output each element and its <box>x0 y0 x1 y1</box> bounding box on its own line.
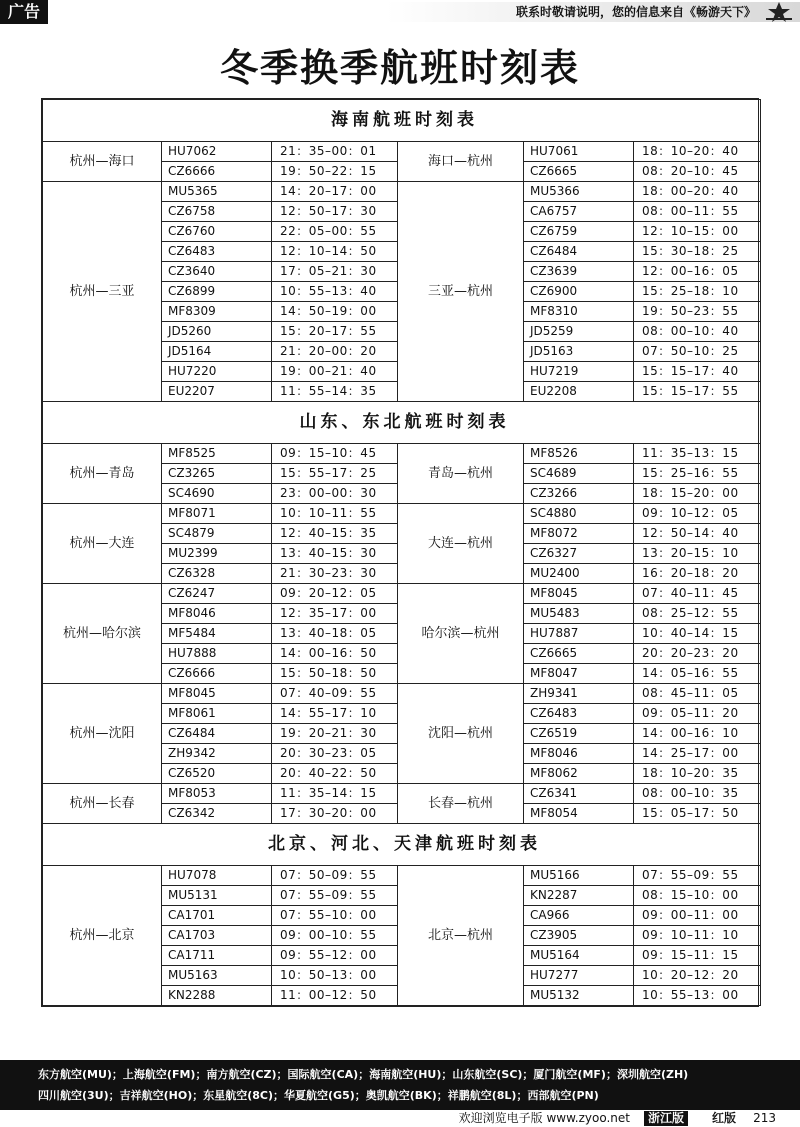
flight-number: SC4879 <box>162 524 272 544</box>
route-return: 沈阳—杭州 <box>398 684 524 784</box>
flight-number: HU7220 <box>162 362 272 382</box>
flight-number: MU5366 <box>524 182 634 202</box>
route-return: 海口—杭州 <box>398 142 524 182</box>
flight-number: MF8046 <box>162 604 272 624</box>
flight-time: 08：00–11：55 <box>634 202 761 222</box>
flight-number: CA1711 <box>162 946 272 966</box>
flight-number: MU5164 <box>524 946 634 966</box>
flight-number: CA966 <box>524 906 634 926</box>
flight-number: MU5483 <box>524 604 634 624</box>
section-title: 山东、东北航班时刻表 <box>43 402 761 444</box>
flight-time: 08：25–12：55 <box>634 604 761 624</box>
flight-number: CZ3640 <box>162 262 272 282</box>
flight-time: 09：10–12：05 <box>634 504 761 524</box>
flight-time: 07：50–09：55 <box>272 866 398 886</box>
flight-number: MF8072 <box>524 524 634 544</box>
flight-time: 15：15–17：40 <box>634 362 761 382</box>
flight-time: 08：00–10：40 <box>634 322 761 342</box>
top-bar <box>0 0 800 26</box>
flight-number: CZ3265 <box>162 464 272 484</box>
flight-time: 12：10–15：00 <box>634 222 761 242</box>
flight-time: 13：20–15：10 <box>634 544 761 564</box>
flight-number: CA6757 <box>524 202 634 222</box>
footer-website: 欢迎浏览电子版 www.zyoo.net <box>458 1111 630 1125</box>
source-notice: 联系时敬请说明，您的信息来自《畅游天下》 <box>515 5 756 19</box>
flight-time: 08：15–10：00 <box>634 886 761 906</box>
flight-number: MF5484 <box>162 624 272 644</box>
page-footer <box>0 1110 800 1127</box>
flight-time: 09：15–10：45 <box>272 444 398 464</box>
flight-time: 18：00–20：40 <box>634 182 761 202</box>
flight-number: CZ6327 <box>524 544 634 564</box>
flight-time: 10：55–13：40 <box>272 282 398 302</box>
flight-time: 10：10–11：55 <box>272 504 398 524</box>
flight-number: JD5164 <box>162 342 272 362</box>
flight-time: 12：35–17：00 <box>272 604 398 624</box>
flight-time: 09：05–11：20 <box>634 704 761 724</box>
flight-number: SC4690 <box>162 484 272 504</box>
flight-number: MF8061 <box>162 704 272 724</box>
flight-time: 18：10–20：40 <box>634 142 761 162</box>
flight-time: 14：05–16：55 <box>634 664 761 684</box>
flight-time: 07：55–09：55 <box>634 866 761 886</box>
flight-number: MF8047 <box>524 664 634 684</box>
flight-time: 19：50–23：55 <box>634 302 761 322</box>
flight-time: 16：20–18：20 <box>634 564 761 584</box>
flight-number: CZ6484 <box>524 242 634 262</box>
flight-time: 19：50–22：15 <box>272 162 398 182</box>
section-title: 海南航班时刻表 <box>43 100 761 142</box>
flight-number: KN2287 <box>524 886 634 906</box>
flight-row <box>43 866 761 886</box>
flight-number: CZ6483 <box>524 704 634 724</box>
flight-number: CZ6900 <box>524 282 634 302</box>
flight-number: MU5132 <box>524 986 634 1006</box>
flight-time: 17：05–21：30 <box>272 262 398 282</box>
flight-time: 10：40–14：15 <box>634 624 761 644</box>
flight-row <box>43 504 761 524</box>
flight-number: MF8054 <box>524 804 634 824</box>
flight-time: 10：20–12：20 <box>634 966 761 986</box>
flight-number: HU7219 <box>524 362 634 382</box>
flight-number: KN2288 <box>162 986 272 1006</box>
flight-time: 14：00–16：50 <box>272 644 398 664</box>
flight-time: 09：15–11：15 <box>634 946 761 966</box>
flight-number: CZ6519 <box>524 724 634 744</box>
flight-time: 07：40–11：45 <box>634 584 761 604</box>
flight-number: JD5163 <box>524 342 634 362</box>
flight-time: 15：05–17：50 <box>634 804 761 824</box>
schedule-table <box>42 99 761 1006</box>
flight-number: MF8071 <box>162 504 272 524</box>
flight-time: 15：50–18：50 <box>272 664 398 684</box>
flight-time: 08：00–10：35 <box>634 784 761 804</box>
route-outbound: 杭州—哈尔滨 <box>43 584 162 684</box>
flight-time: 20：20–23：20 <box>634 644 761 664</box>
route-outbound: 杭州—北京 <box>43 866 162 1006</box>
flight-number: MU5365 <box>162 182 272 202</box>
flight-number: CZ6247 <box>162 584 272 604</box>
section-title: 北京、河北、天津航班时刻表 <box>43 824 761 866</box>
flight-time: 11：00–12：50 <box>272 986 398 1006</box>
flight-time: 09：10–11：10 <box>634 926 761 946</box>
flight-number: CA1701 <box>162 906 272 926</box>
flight-number: MF8310 <box>524 302 634 322</box>
flight-time: 14：55–17：10 <box>272 704 398 724</box>
flight-number: CZ3266 <box>524 484 634 504</box>
flight-number: MF8062 <box>524 764 634 784</box>
flight-time: 15：30–18：25 <box>634 242 761 262</box>
route-outbound: 杭州—青岛 <box>43 444 162 504</box>
flight-time: 07：40–09：55 <box>272 684 398 704</box>
flight-number: MU5166 <box>524 866 634 886</box>
flight-time: 10：55–13：00 <box>634 986 761 1006</box>
flight-time: 14：50–19：00 <box>272 302 398 322</box>
flight-number: EU2208 <box>524 382 634 402</box>
flight-time: 07：55–09：55 <box>272 886 398 906</box>
flight-time: 14：25–17：00 <box>634 744 761 764</box>
flight-row <box>43 684 761 704</box>
page-title: 冬季换季航班时刻表 <box>219 45 580 90</box>
flight-number: MU5131 <box>162 886 272 906</box>
route-return: 长春—杭州 <box>398 784 524 824</box>
flight-time: 07：50–10：25 <box>634 342 761 362</box>
flight-time: 12：00–16：05 <box>634 262 761 282</box>
flight-number: MF8053 <box>162 784 272 804</box>
flight-number: CZ6328 <box>162 564 272 584</box>
flight-time: 10：50–13：00 <box>272 966 398 986</box>
route-outbound: 杭州—沈阳 <box>43 684 162 784</box>
flight-time: 13：40–15：30 <box>272 544 398 564</box>
flight-number: HU7061 <box>524 142 634 162</box>
route-outbound: 杭州—海口 <box>43 142 162 182</box>
airline-codes-legend <box>0 1060 800 1110</box>
flight-time: 19：00–21：40 <box>272 362 398 382</box>
flight-time: 18：15–20：00 <box>634 484 761 504</box>
flight-time: 14：20–17：00 <box>272 182 398 202</box>
route-outbound: 杭州—大连 <box>43 504 162 584</box>
flight-row <box>43 584 761 604</box>
flight-time: 22：05–00：55 <box>272 222 398 242</box>
flight-time: 15：25–18：10 <box>634 282 761 302</box>
flight-number: SC4689 <box>524 464 634 484</box>
route-outbound: 杭州—三亚 <box>43 182 162 402</box>
flight-number: HU7062 <box>162 142 272 162</box>
flight-time: 09：20–12：05 <box>272 584 398 604</box>
flight-number: CZ6665 <box>524 162 634 182</box>
edition-tag: 浙江版 <box>644 1111 688 1126</box>
flight-number: CZ6758 <box>162 202 272 222</box>
route-return: 哈尔滨—杭州 <box>398 584 524 684</box>
flight-time: 09：55–12：00 <box>272 946 398 966</box>
flight-time: 15：15–17：55 <box>634 382 761 402</box>
flight-number: ZH9342 <box>162 744 272 764</box>
flight-number: MF8526 <box>524 444 634 464</box>
flight-time: 19：20–21：30 <box>272 724 398 744</box>
flight-number: MF8045 <box>524 584 634 604</box>
flight-number: CZ6483 <box>162 242 272 262</box>
flight-number: SC4880 <box>524 504 634 524</box>
flight-number: MF8309 <box>162 302 272 322</box>
route-outbound: 杭州—长春 <box>43 784 162 824</box>
flight-number: CZ6665 <box>524 644 634 664</box>
flight-time: 09：00–10：55 <box>272 926 398 946</box>
flight-number: CZ6759 <box>524 222 634 242</box>
flight-number: CZ6520 <box>162 764 272 784</box>
flight-time: 11：35–13：15 <box>634 444 761 464</box>
flight-number: HU7277 <box>524 966 634 986</box>
airline-codes-line: 东方航空(MU)；上海航空(FM)；南方航空(CZ)；国际航空(CA)；海南航空(HU)；山东航空(SC)；厦门航空(MF)；深圳航空(ZH) <box>38 1068 689 1081</box>
flight-number: CZ6342 <box>162 804 272 824</box>
flight-number: CZ6666 <box>162 162 272 182</box>
route-return: 北京—杭州 <box>398 866 524 1006</box>
flight-time: 21：35–00：01 <box>272 142 398 162</box>
flight-number: MU2399 <box>162 544 272 564</box>
flight-number: MF8525 <box>162 444 272 464</box>
flight-number: CZ3905 <box>524 926 634 946</box>
flight-number: HU7888 <box>162 644 272 664</box>
flight-time: 12：50–14：40 <box>634 524 761 544</box>
flight-number: HU7887 <box>524 624 634 644</box>
flight-number: EU2207 <box>162 382 272 402</box>
page-number: 213 <box>753 1111 776 1125</box>
magazine-logo-icon <box>764 1 794 23</box>
flight-time: 12：10–14：50 <box>272 242 398 262</box>
flight-time: 13：40–18：05 <box>272 624 398 644</box>
flight-time: 23：00–00：30 <box>272 484 398 504</box>
flight-row <box>43 784 761 804</box>
flight-number: CZ6484 <box>162 724 272 744</box>
edition-label: 红版 <box>711 1111 736 1125</box>
flight-time: 20：40–22：50 <box>272 764 398 784</box>
flight-time: 08：45–11：05 <box>634 684 761 704</box>
flight-number: CZ3639 <box>524 262 634 282</box>
flight-time: 14：00–16：10 <box>634 724 761 744</box>
flight-number: MF8046 <box>524 744 634 764</box>
flight-time: 21：20–00：20 <box>272 342 398 362</box>
flight-number: CZ6341 <box>524 784 634 804</box>
flight-number: MU5163 <box>162 966 272 986</box>
flight-number: MU2400 <box>524 564 634 584</box>
flight-schedule <box>41 98 759 1007</box>
flight-row <box>43 142 761 162</box>
flight-time: 07：55–10：00 <box>272 906 398 926</box>
flight-time: 15：25–16：55 <box>634 464 761 484</box>
ad-tag: 广告 <box>0 0 48 24</box>
flight-time: 11：55–14：35 <box>272 382 398 402</box>
flight-number: ZH9341 <box>524 684 634 704</box>
flight-time: 08：20–10：45 <box>634 162 761 182</box>
route-return: 青岛—杭州 <box>398 444 524 504</box>
flight-row <box>43 182 761 202</box>
flight-time: 09：00–11：00 <box>634 906 761 926</box>
route-return: 三亚—杭州 <box>398 182 524 402</box>
flight-time: 20：30–23：05 <box>272 744 398 764</box>
flight-time: 15：55–17：25 <box>272 464 398 484</box>
flight-number: CZ6899 <box>162 282 272 302</box>
flight-time: 12：50–17：30 <box>272 202 398 222</box>
flight-time: 21：30–23：30 <box>272 564 398 584</box>
flight-number: MF8045 <box>162 684 272 704</box>
airline-codes-line: 四川航空(3U)；吉祥航空(HO)；东星航空(8C)；华夏航空(G5)；奥凯航空(BK)；祥鹏航空(8L)；西部航空(PN) <box>38 1089 599 1102</box>
flight-time: 17：30–20：00 <box>272 804 398 824</box>
flight-number: JD5259 <box>524 322 634 342</box>
flight-time: 11：35–14：15 <box>272 784 398 804</box>
flight-time: 12：40–15：35 <box>272 524 398 544</box>
flight-number: CZ6666 <box>162 664 272 684</box>
flight-number: HU7078 <box>162 866 272 886</box>
flight-number: JD5260 <box>162 322 272 342</box>
route-return: 大连—杭州 <box>398 504 524 584</box>
flight-number: CZ6760 <box>162 222 272 242</box>
flight-time: 15：20–17：55 <box>272 322 398 342</box>
flight-number: CA1703 <box>162 926 272 946</box>
flight-row <box>43 444 761 464</box>
flight-time: 18：10–20：35 <box>634 764 761 784</box>
